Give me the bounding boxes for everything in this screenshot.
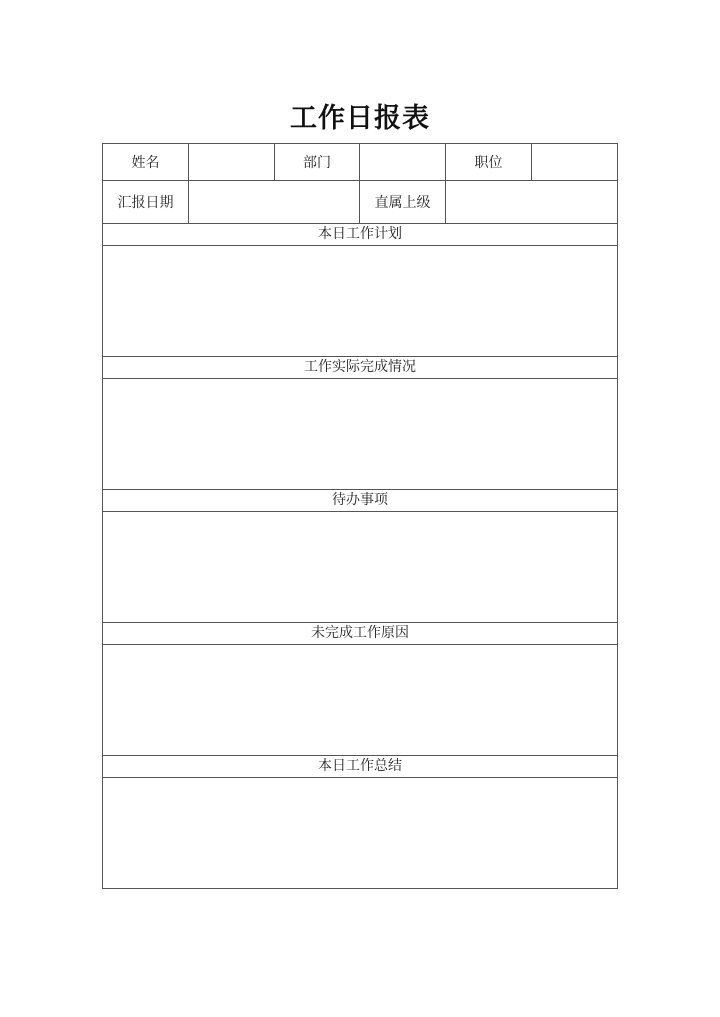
header-row-1	[103, 144, 618, 181]
section-title: 本日工作总结	[103, 756, 618, 778]
section-header-plan	[103, 224, 618, 246]
position-label: 职位	[446, 144, 532, 181]
section-title: 待办事项	[103, 490, 618, 512]
section-content-field[interactable]	[103, 379, 618, 490]
section-content-field[interactable]	[103, 512, 618, 623]
name-label: 姓名	[103, 144, 189, 181]
name-field[interactable]	[189, 144, 275, 181]
department-field[interactable]	[360, 144, 446, 181]
section-header-unfinished-reason	[103, 623, 618, 645]
section-body-summary	[103, 778, 618, 889]
section-header-todo	[103, 490, 618, 512]
supervisor-label: 直属上级	[360, 181, 446, 224]
header-row-2	[103, 181, 618, 224]
section-header-summary	[103, 756, 618, 778]
section-body-plan	[103, 246, 618, 357]
report-date-field[interactable]	[189, 181, 360, 224]
section-content-field[interactable]	[103, 778, 618, 889]
daily-report-table	[102, 143, 618, 889]
department-label: 部门	[275, 144, 360, 181]
form-title: 工作日报表	[290, 103, 430, 134]
section-title: 未完成工作原因	[103, 623, 618, 645]
section-body-completion	[103, 379, 618, 490]
report-date-label: 汇报日期	[103, 181, 189, 224]
section-header-completion	[103, 357, 618, 379]
section-title: 本日工作计划	[103, 224, 618, 246]
position-field[interactable]	[532, 144, 618, 181]
section-body-todo	[103, 512, 618, 623]
section-content-field[interactable]	[103, 645, 618, 756]
supervisor-field[interactable]	[446, 181, 618, 224]
section-body-unfinished-reason	[103, 645, 618, 756]
section-content-field[interactable]	[103, 246, 618, 357]
section-title: 工作实际完成情况	[103, 357, 618, 379]
